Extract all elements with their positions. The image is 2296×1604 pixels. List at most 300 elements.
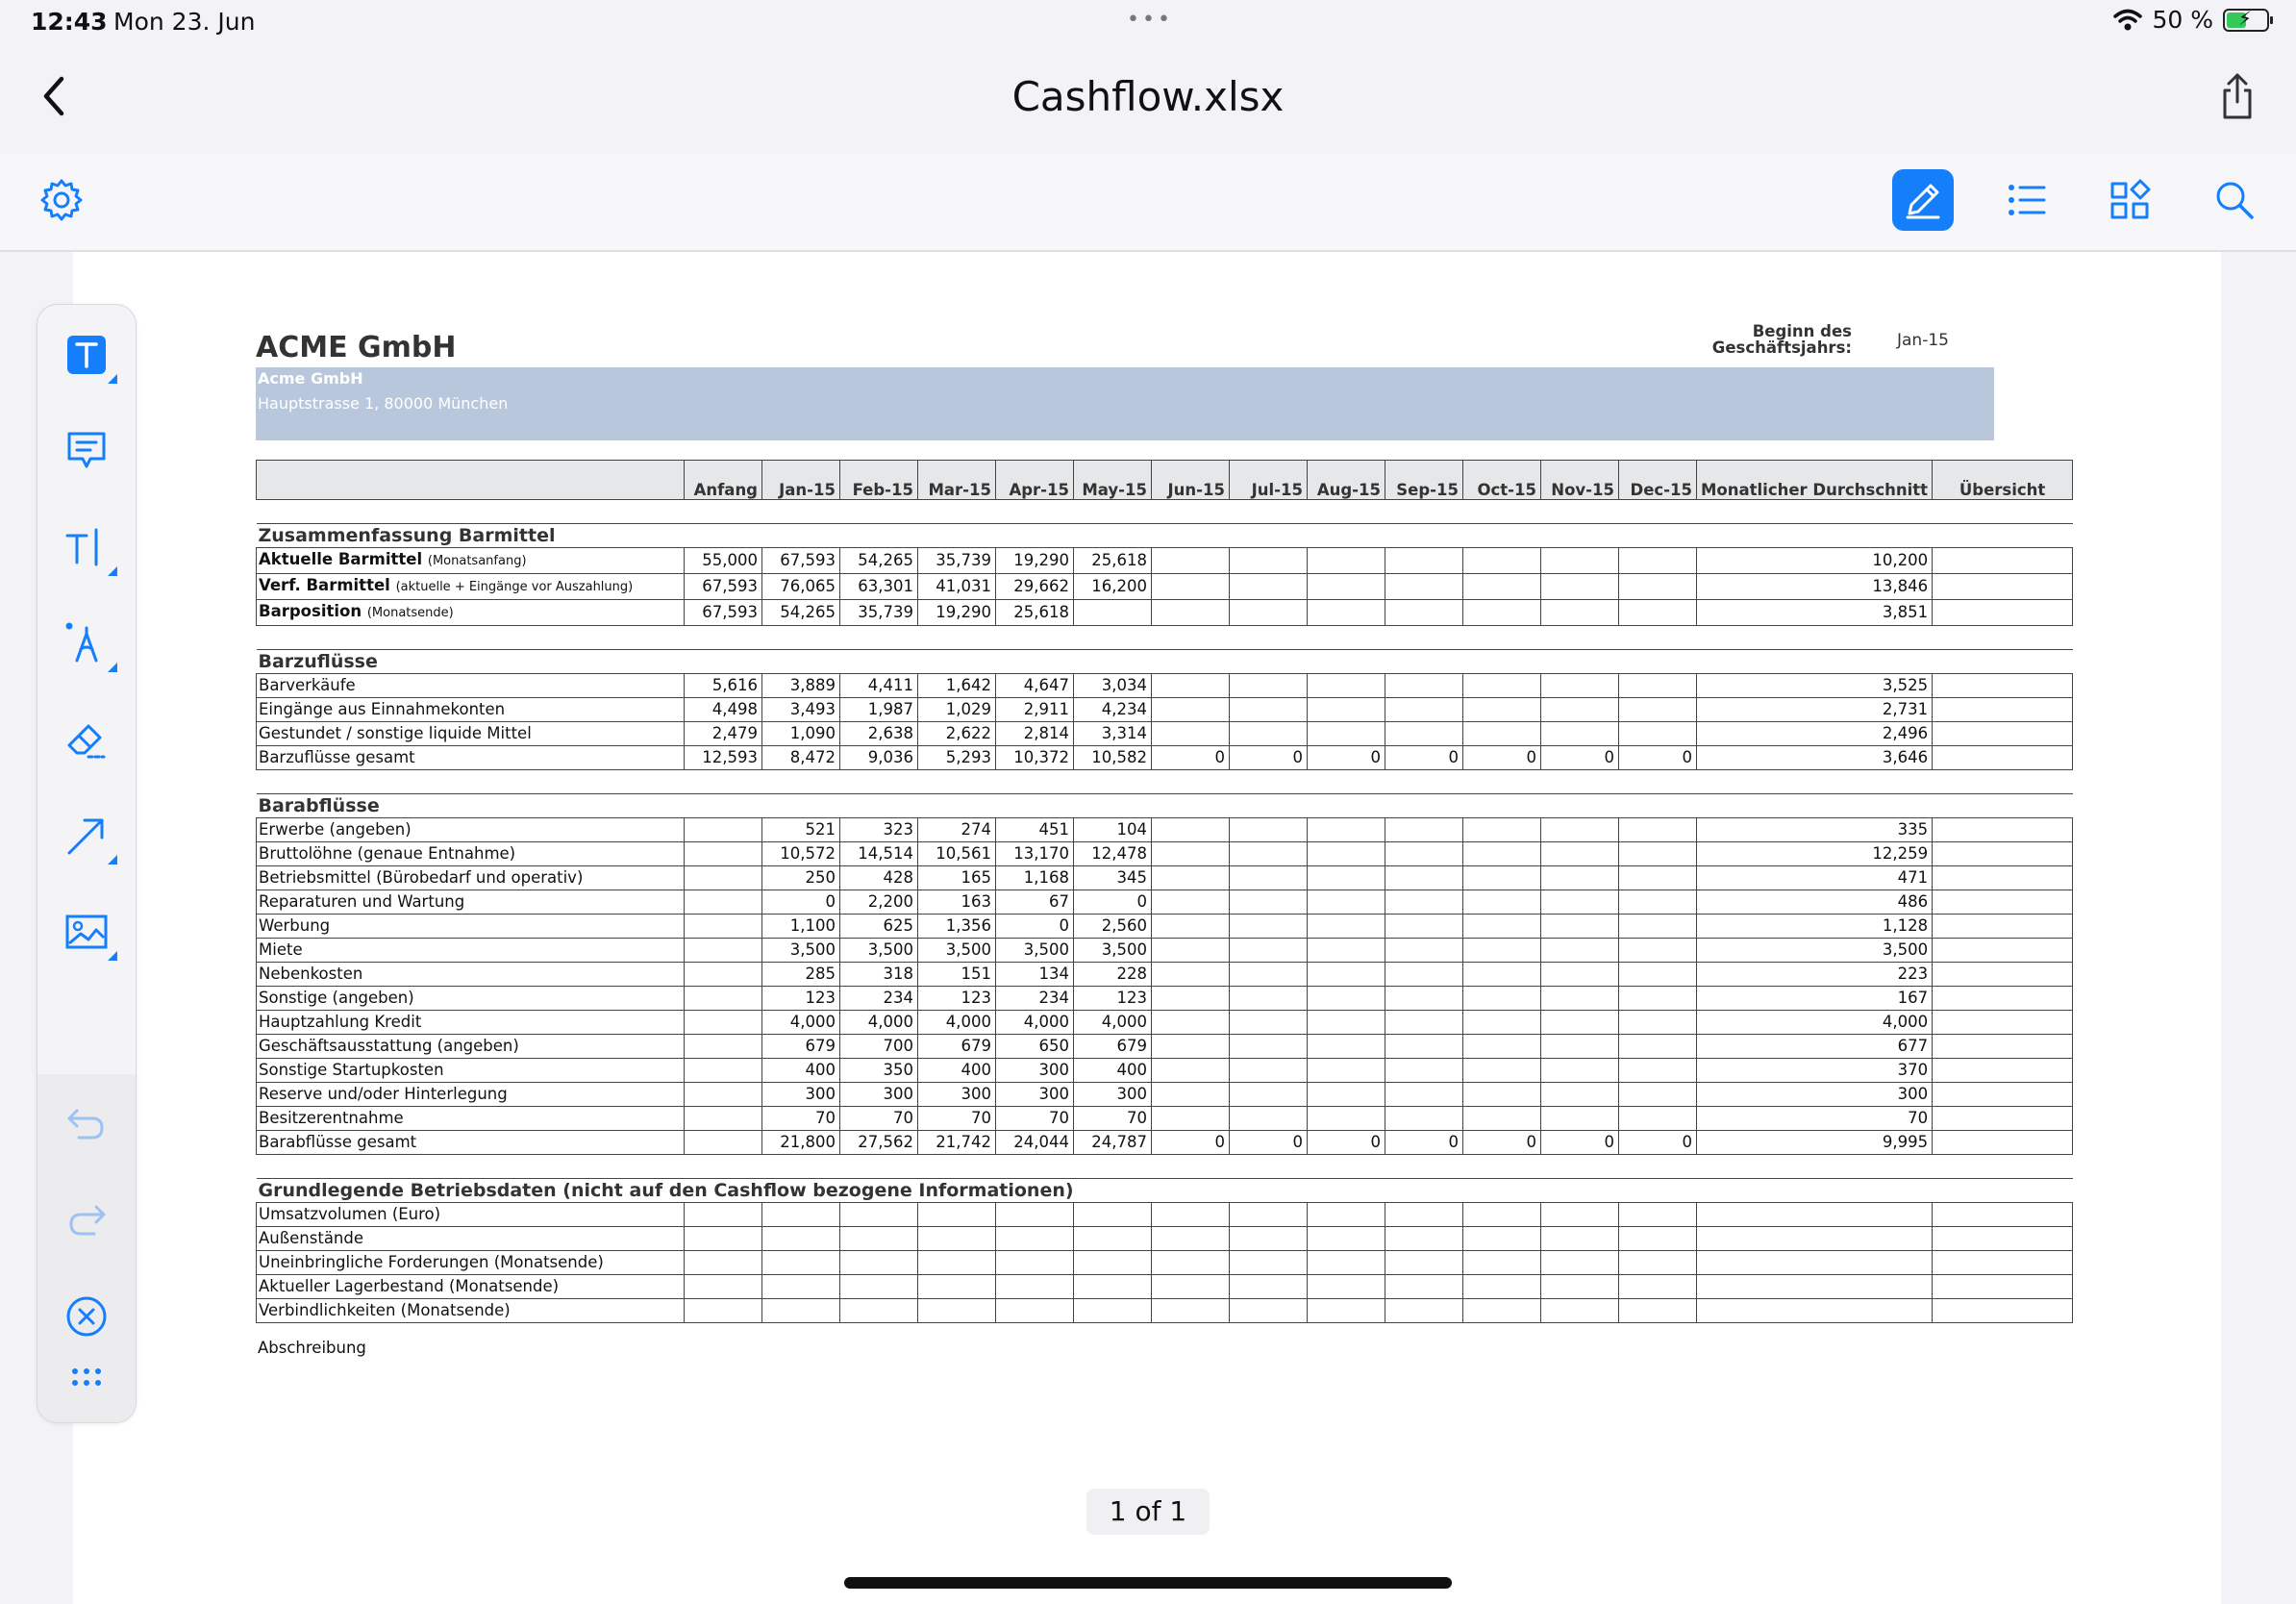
table-cell[interactable]: 1,029 xyxy=(918,698,996,722)
table-cell[interactable] xyxy=(1541,1083,1619,1107)
table-cell[interactable]: 228 xyxy=(1074,963,1152,987)
table-cell[interactable] xyxy=(1933,548,2073,574)
table-cell[interactable] xyxy=(1541,1227,1619,1251)
table-cell[interactable]: 4,000 xyxy=(1074,1011,1152,1035)
table-cell[interactable] xyxy=(685,915,762,939)
table-cell[interactable] xyxy=(1385,842,1463,866)
table-cell[interactable] xyxy=(1463,1203,1541,1227)
table-cell[interactable]: 3,034 xyxy=(1074,674,1152,698)
table-cell[interactable] xyxy=(1152,939,1230,963)
table-cell[interactable] xyxy=(1619,866,1697,890)
table-cell[interactable] xyxy=(685,1035,762,1059)
row-label[interactable] xyxy=(257,939,685,963)
table-cell[interactable] xyxy=(1152,548,1230,574)
table-cell[interactable] xyxy=(1933,1251,2073,1275)
table-cell[interactable] xyxy=(1385,890,1463,915)
table-cell[interactable] xyxy=(1152,722,1230,746)
table-cell[interactable] xyxy=(1463,1299,1541,1323)
table-cell[interactable] xyxy=(1541,674,1619,698)
table-cell[interactable]: 3,500 xyxy=(918,939,996,963)
table-cell[interactable] xyxy=(1541,1203,1619,1227)
row-label[interactable] xyxy=(257,987,685,1011)
column-header[interactable]: Apr-15 xyxy=(996,461,1074,500)
table-cell[interactable] xyxy=(1463,1083,1541,1107)
table-cell[interactable] xyxy=(1230,915,1308,939)
table-cell[interactable]: 679 xyxy=(1074,1035,1152,1059)
table-cell[interactable] xyxy=(1152,987,1230,1011)
table-cell[interactable] xyxy=(1697,1251,1933,1275)
table-cell[interactable]: 0 xyxy=(1463,1131,1541,1155)
spacer-cell[interactable] xyxy=(257,500,2073,524)
column-header[interactable]: Jan-15 xyxy=(762,461,840,500)
multitasking-dots[interactable]: ••• xyxy=(1127,8,1173,32)
table-cell[interactable]: 24,044 xyxy=(996,1131,1074,1155)
column-header[interactable]: Sep-15 xyxy=(1385,461,1463,500)
table-cell[interactable] xyxy=(685,1059,762,1083)
table-cell[interactable] xyxy=(1541,1011,1619,1035)
column-header[interactable]: Oct-15 xyxy=(1463,461,1541,500)
table-cell[interactable]: 24,787 xyxy=(1074,1131,1152,1155)
undo-button[interactable] xyxy=(56,1093,117,1155)
table-cell[interactable] xyxy=(1619,600,1697,626)
table-cell[interactable]: 70 xyxy=(1074,1107,1152,1131)
table-cell[interactable]: 4,647 xyxy=(996,674,1074,698)
table-cell[interactable] xyxy=(1933,987,2073,1011)
table-cell[interactable]: 285 xyxy=(762,963,840,987)
table-cell[interactable] xyxy=(1152,698,1230,722)
table-cell[interactable]: 27,562 xyxy=(840,1131,918,1155)
table-cell[interactable] xyxy=(1541,574,1619,600)
table-cell[interactable] xyxy=(1230,1275,1308,1299)
table-cell[interactable] xyxy=(1230,1083,1308,1107)
table-cell[interactable] xyxy=(1933,890,2073,915)
table-cell[interactable] xyxy=(1152,842,1230,866)
table-cell[interactable]: 163 xyxy=(918,890,996,915)
row-label[interactable] xyxy=(257,915,685,939)
insert-button[interactable] xyxy=(2100,169,2161,231)
table-cell[interactable] xyxy=(685,987,762,1011)
table-cell[interactable]: 4,234 xyxy=(1074,698,1152,722)
table-cell[interactable]: 521 xyxy=(762,818,840,842)
table-cell[interactable] xyxy=(1463,722,1541,746)
column-header[interactable]: Aug-15 xyxy=(1308,461,1385,500)
table-cell[interactable]: 55,000 xyxy=(685,548,762,574)
table-cell[interactable] xyxy=(1152,1227,1230,1251)
table-cell[interactable] xyxy=(685,1251,762,1275)
table-cell[interactable] xyxy=(685,866,762,890)
table-cell[interactable] xyxy=(1541,866,1619,890)
row-label[interactable] xyxy=(257,1275,685,1299)
table-cell[interactable] xyxy=(1541,1275,1619,1299)
table-cell[interactable] xyxy=(918,1299,996,1323)
table-cell[interactable] xyxy=(1308,1251,1385,1275)
table-cell[interactable]: 10,372 xyxy=(996,746,1074,770)
table-cell[interactable]: 2,200 xyxy=(840,890,918,915)
table-cell[interactable] xyxy=(1152,890,1230,915)
table-cell[interactable]: 679 xyxy=(762,1035,840,1059)
table-cell[interactable] xyxy=(1230,600,1308,626)
table-cell[interactable]: 14,514 xyxy=(840,842,918,866)
table-cell[interactable]: 471 xyxy=(1697,866,1933,890)
table-cell[interactable]: 3,500 xyxy=(840,939,918,963)
table-cell[interactable] xyxy=(1933,1107,2073,1131)
table-cell[interactable] xyxy=(1230,866,1308,890)
table-cell[interactable]: 3,500 xyxy=(996,939,1074,963)
table-cell[interactable] xyxy=(1308,842,1385,866)
table-cell[interactable]: 625 xyxy=(840,915,918,939)
column-header[interactable]: May-15 xyxy=(1074,461,1152,500)
table-cell[interactable] xyxy=(1933,963,2073,987)
table-cell[interactable]: 67,593 xyxy=(685,600,762,626)
table-cell[interactable]: 400 xyxy=(918,1059,996,1083)
table-cell[interactable]: 0 xyxy=(1619,1131,1697,1155)
markup-button[interactable] xyxy=(1892,169,1954,231)
table-cell[interactable] xyxy=(685,1275,762,1299)
table-cell[interactable] xyxy=(1230,722,1308,746)
table-cell[interactable] xyxy=(1230,963,1308,987)
table-cell[interactable] xyxy=(1619,915,1697,939)
table-cell[interactable] xyxy=(1541,915,1619,939)
row-label[interactable] xyxy=(257,1251,685,1275)
column-header[interactable]: Mar-15 xyxy=(918,461,996,500)
table-cell[interactable] xyxy=(1619,674,1697,698)
table-cell[interactable] xyxy=(1541,600,1619,626)
table-cell[interactable] xyxy=(1541,698,1619,722)
table-cell[interactable] xyxy=(1697,1299,1933,1323)
table-cell[interactable]: 54,265 xyxy=(762,600,840,626)
table-cell[interactable] xyxy=(1463,674,1541,698)
table-cell[interactable] xyxy=(1308,698,1385,722)
table-cell[interactable] xyxy=(685,1203,762,1227)
table-cell[interactable]: 2,496 xyxy=(1697,722,1933,746)
table-cell[interactable] xyxy=(1463,1227,1541,1251)
table-cell[interactable]: 350 xyxy=(840,1059,918,1083)
table-cell[interactable]: 1,100 xyxy=(762,915,840,939)
table-cell[interactable] xyxy=(996,1203,1074,1227)
table-cell[interactable] xyxy=(685,1131,762,1155)
table-cell[interactable] xyxy=(685,963,762,987)
row-label[interactable] xyxy=(257,1059,685,1083)
column-header[interactable]: Übersicht xyxy=(1933,461,2073,500)
table-cell[interactable]: 3,500 xyxy=(762,939,840,963)
table-cell[interactable] xyxy=(1463,963,1541,987)
table-cell[interactable] xyxy=(1385,600,1463,626)
table-cell[interactable] xyxy=(1463,1275,1541,1299)
table-cell[interactable] xyxy=(1230,1227,1308,1251)
table-cell[interactable] xyxy=(762,1251,840,1275)
table-cell[interactable] xyxy=(685,939,762,963)
table-cell[interactable] xyxy=(1463,1107,1541,1131)
table-cell[interactable] xyxy=(996,1251,1074,1275)
row-label[interactable] xyxy=(257,600,685,626)
text-tool[interactable] xyxy=(56,516,117,578)
table-cell[interactable]: 123 xyxy=(1074,987,1152,1011)
table-cell[interactable] xyxy=(1619,1107,1697,1131)
table-cell[interactable]: 0 xyxy=(1074,890,1152,915)
table-cell[interactable] xyxy=(685,842,762,866)
table-cell[interactable] xyxy=(1152,1011,1230,1035)
table-cell[interactable] xyxy=(1463,1035,1541,1059)
table-cell[interactable]: 1,642 xyxy=(918,674,996,698)
table-cell[interactable]: 234 xyxy=(840,987,918,1011)
row-label[interactable] xyxy=(257,1035,685,1059)
table-cell[interactable]: 300 xyxy=(1697,1083,1933,1107)
table-cell[interactable] xyxy=(1933,939,2073,963)
redo-button[interactable] xyxy=(56,1190,117,1251)
column-header[interactable]: Dec-15 xyxy=(1619,461,1697,500)
table-cell[interactable]: 400 xyxy=(1074,1059,1152,1083)
table-cell[interactable]: 300 xyxy=(996,1059,1074,1083)
table-cell[interactable]: 104 xyxy=(1074,818,1152,842)
table-cell[interactable]: 323 xyxy=(840,818,918,842)
table-cell[interactable]: 35,739 xyxy=(840,600,918,626)
table-cell[interactable]: 4,411 xyxy=(840,674,918,698)
table-cell[interactable] xyxy=(1152,1299,1230,1323)
table-cell[interactable] xyxy=(1308,674,1385,698)
table-cell[interactable] xyxy=(1933,1275,2073,1299)
table-cell[interactable] xyxy=(1619,963,1697,987)
table-cell[interactable] xyxy=(1933,574,2073,600)
table-cell[interactable]: 134 xyxy=(996,963,1074,987)
table-cell[interactable] xyxy=(1697,1203,1933,1227)
section-title[interactable]: Barabflüsse xyxy=(257,794,2073,818)
table-cell[interactable] xyxy=(1152,1203,1230,1227)
table-cell[interactable] xyxy=(1619,1083,1697,1107)
table-cell[interactable] xyxy=(1230,890,1308,915)
table-cell[interactable]: 19,290 xyxy=(996,548,1074,574)
close-markup-button[interactable] xyxy=(56,1286,117,1347)
table-cell[interactable]: 4,498 xyxy=(685,698,762,722)
table-cell[interactable] xyxy=(1308,890,1385,915)
table-cell[interactable] xyxy=(1152,574,1230,600)
table-cell[interactable] xyxy=(1152,1107,1230,1131)
row-label[interactable] xyxy=(257,1107,685,1131)
row-label[interactable] xyxy=(257,1011,685,1035)
table-cell[interactable] xyxy=(1541,987,1619,1011)
text-box-tool[interactable] xyxy=(56,324,117,386)
table-cell[interactable] xyxy=(1541,1035,1619,1059)
table-cell[interactable]: 35,739 xyxy=(918,548,996,574)
table-cell[interactable] xyxy=(1933,1059,2073,1083)
table-cell[interactable] xyxy=(685,890,762,915)
row-label[interactable] xyxy=(257,842,685,866)
table-cell[interactable]: 0 xyxy=(1152,746,1230,770)
table-cell[interactable] xyxy=(1385,1299,1463,1323)
table-cell[interactable]: 3,851 xyxy=(1697,600,1933,626)
table-cell[interactable]: 10,561 xyxy=(918,842,996,866)
table-cell[interactable]: 0 xyxy=(762,890,840,915)
table-cell[interactable] xyxy=(1541,890,1619,915)
table-cell[interactable]: 63,301 xyxy=(840,574,918,600)
image-tool[interactable] xyxy=(56,901,117,963)
row-label[interactable] xyxy=(257,574,685,600)
table-cell[interactable]: 1,090 xyxy=(762,722,840,746)
table-cell[interactable] xyxy=(1230,1035,1308,1059)
table-cell[interactable] xyxy=(1697,1227,1933,1251)
table-cell[interactable] xyxy=(762,1275,840,1299)
table-cell[interactable] xyxy=(1230,939,1308,963)
table-cell[interactable]: 70 xyxy=(762,1107,840,1131)
table-cell[interactable] xyxy=(1619,818,1697,842)
table-cell[interactable] xyxy=(1933,722,2073,746)
arrow-tool[interactable] xyxy=(56,805,117,866)
table-cell[interactable] xyxy=(1074,1203,1152,1227)
table-cell[interactable] xyxy=(996,1227,1074,1251)
table-cell[interactable] xyxy=(1230,674,1308,698)
row-label[interactable] xyxy=(257,963,685,987)
table-cell[interactable]: 123 xyxy=(762,987,840,1011)
table-cell[interactable]: 151 xyxy=(918,963,996,987)
table-cell[interactable] xyxy=(1074,1227,1152,1251)
table-cell[interactable] xyxy=(762,1203,840,1227)
table-cell[interactable] xyxy=(1463,574,1541,600)
table-cell[interactable] xyxy=(1933,746,2073,770)
table-cell[interactable] xyxy=(1933,1203,2073,1227)
table-cell[interactable] xyxy=(1385,1275,1463,1299)
table-cell[interactable] xyxy=(1074,600,1152,626)
table-cell[interactable] xyxy=(1619,939,1697,963)
table-cell[interactable] xyxy=(685,818,762,842)
table-cell[interactable] xyxy=(1230,1107,1308,1131)
table-cell[interactable]: 10,200 xyxy=(1697,548,1933,574)
table-cell[interactable] xyxy=(1152,1035,1230,1059)
table-cell[interactable]: 700 xyxy=(840,1035,918,1059)
table-cell[interactable] xyxy=(1230,548,1308,574)
table-cell[interactable] xyxy=(1619,548,1697,574)
table-cell[interactable] xyxy=(1385,574,1463,600)
table-cell[interactable] xyxy=(1933,600,2073,626)
cashflow-table[interactable] xyxy=(256,460,2073,1323)
table-cell[interactable] xyxy=(1619,890,1697,915)
table-cell[interactable] xyxy=(1308,1203,1385,1227)
table-cell[interactable] xyxy=(918,1275,996,1299)
column-header[interactable]: Jun-15 xyxy=(1152,461,1230,500)
table-cell[interactable] xyxy=(1463,890,1541,915)
table-cell[interactable]: 400 xyxy=(762,1059,840,1083)
table-cell[interactable] xyxy=(918,1227,996,1251)
search-button[interactable] xyxy=(2204,169,2265,231)
table-cell[interactable]: 3,889 xyxy=(762,674,840,698)
table-cell[interactable]: 12,593 xyxy=(685,746,762,770)
table-cell[interactable]: 2,731 xyxy=(1697,698,1933,722)
table-cell[interactable]: 0 xyxy=(1230,746,1308,770)
table-cell[interactable] xyxy=(1541,1107,1619,1131)
table-cell[interactable]: 300 xyxy=(918,1083,996,1107)
table-cell[interactable] xyxy=(1463,866,1541,890)
table-cell[interactable] xyxy=(1385,1035,1463,1059)
table-cell[interactable]: 167 xyxy=(1697,987,1933,1011)
table-cell[interactable] xyxy=(1463,939,1541,963)
table-cell[interactable]: 16,200 xyxy=(1074,574,1152,600)
table-cell[interactable] xyxy=(1619,1299,1697,1323)
table-cell[interactable]: 123 xyxy=(918,987,996,1011)
table-cell[interactable] xyxy=(1152,1083,1230,1107)
column-header[interactable]: Nov-15 xyxy=(1541,461,1619,500)
table-cell[interactable]: 0 xyxy=(1463,746,1541,770)
table-cell[interactable] xyxy=(840,1203,918,1227)
table-cell[interactable] xyxy=(1541,963,1619,987)
table-cell[interactable] xyxy=(1152,915,1230,939)
section-title[interactable]: Grundlegende Betriebsdaten (nicht auf den Cashflow bezogene Informationen) xyxy=(257,1179,2073,1203)
table-cell[interactable]: 76,065 xyxy=(762,574,840,600)
table-cell[interactable] xyxy=(996,1275,1074,1299)
table-cell[interactable]: 70 xyxy=(918,1107,996,1131)
table-cell[interactable] xyxy=(1074,1299,1152,1323)
table-cell[interactable] xyxy=(1230,698,1308,722)
table-cell[interactable]: 0 xyxy=(996,915,1074,939)
table-cell[interactable] xyxy=(1385,1203,1463,1227)
table-cell[interactable]: 19,290 xyxy=(918,600,996,626)
table-cell[interactable] xyxy=(1308,1083,1385,1107)
table-cell[interactable] xyxy=(1463,698,1541,722)
table-cell[interactable]: 5,293 xyxy=(918,746,996,770)
table-cell[interactable] xyxy=(1308,818,1385,842)
table-cell[interactable] xyxy=(1385,915,1463,939)
table-cell[interactable]: 345 xyxy=(1074,866,1152,890)
table-cell[interactable] xyxy=(1385,1083,1463,1107)
table-cell[interactable] xyxy=(996,1299,1074,1323)
table-cell[interactable] xyxy=(1463,915,1541,939)
table-cell[interactable] xyxy=(840,1299,918,1323)
table-cell[interactable] xyxy=(762,1227,840,1251)
row-label[interactable] xyxy=(257,674,685,698)
table-cell[interactable]: 3,314 xyxy=(1074,722,1152,746)
table-cell[interactable]: 223 xyxy=(1697,963,1933,987)
table-cell[interactable]: 21,800 xyxy=(762,1131,840,1155)
table-cell[interactable] xyxy=(1933,818,2073,842)
table-cell[interactable] xyxy=(918,1203,996,1227)
table-cell[interactable]: 4,000 xyxy=(762,1011,840,1035)
table-cell[interactable]: 9,036 xyxy=(840,746,918,770)
home-indicator[interactable] xyxy=(844,1577,1452,1589)
table-cell[interactable]: 2,560 xyxy=(1074,915,1152,939)
table-cell[interactable]: 318 xyxy=(840,963,918,987)
table-cell[interactable] xyxy=(1152,1275,1230,1299)
more-button[interactable] xyxy=(56,1353,117,1401)
table-cell[interactable] xyxy=(1463,818,1541,842)
table-cell[interactable]: 13,846 xyxy=(1697,574,1933,600)
table-cell[interactable] xyxy=(1933,674,2073,698)
table-cell[interactable]: 67,593 xyxy=(685,574,762,600)
table-cell[interactable] xyxy=(685,1299,762,1323)
table-cell[interactable] xyxy=(1697,1275,1933,1299)
table-cell[interactable]: 300 xyxy=(996,1083,1074,1107)
table-cell[interactable]: 2,638 xyxy=(840,722,918,746)
table-cell[interactable]: 67 xyxy=(996,890,1074,915)
table-cell[interactable]: 234 xyxy=(996,987,1074,1011)
table-cell[interactable]: 3,493 xyxy=(762,698,840,722)
table-cell[interactable] xyxy=(1541,842,1619,866)
table-cell[interactable] xyxy=(1619,574,1697,600)
table-cell[interactable]: 650 xyxy=(996,1035,1074,1059)
table-cell[interactable] xyxy=(1385,1107,1463,1131)
table-cell[interactable]: 0 xyxy=(1541,746,1619,770)
table-cell[interactable] xyxy=(1541,818,1619,842)
table-cell[interactable] xyxy=(1308,915,1385,939)
table-cell[interactable] xyxy=(1385,963,1463,987)
table-cell[interactable] xyxy=(1152,963,1230,987)
table-cell[interactable] xyxy=(1619,1203,1697,1227)
table-cell[interactable] xyxy=(1541,1251,1619,1275)
table-cell[interactable] xyxy=(918,1251,996,1275)
table-cell[interactable] xyxy=(1463,600,1541,626)
table-cell[interactable] xyxy=(1933,866,2073,890)
table-cell[interactable] xyxy=(1619,1035,1697,1059)
table-cell[interactable]: 25,618 xyxy=(996,600,1074,626)
table-cell[interactable] xyxy=(1385,674,1463,698)
table-cell[interactable] xyxy=(1308,574,1385,600)
table-cell[interactable] xyxy=(1385,698,1463,722)
